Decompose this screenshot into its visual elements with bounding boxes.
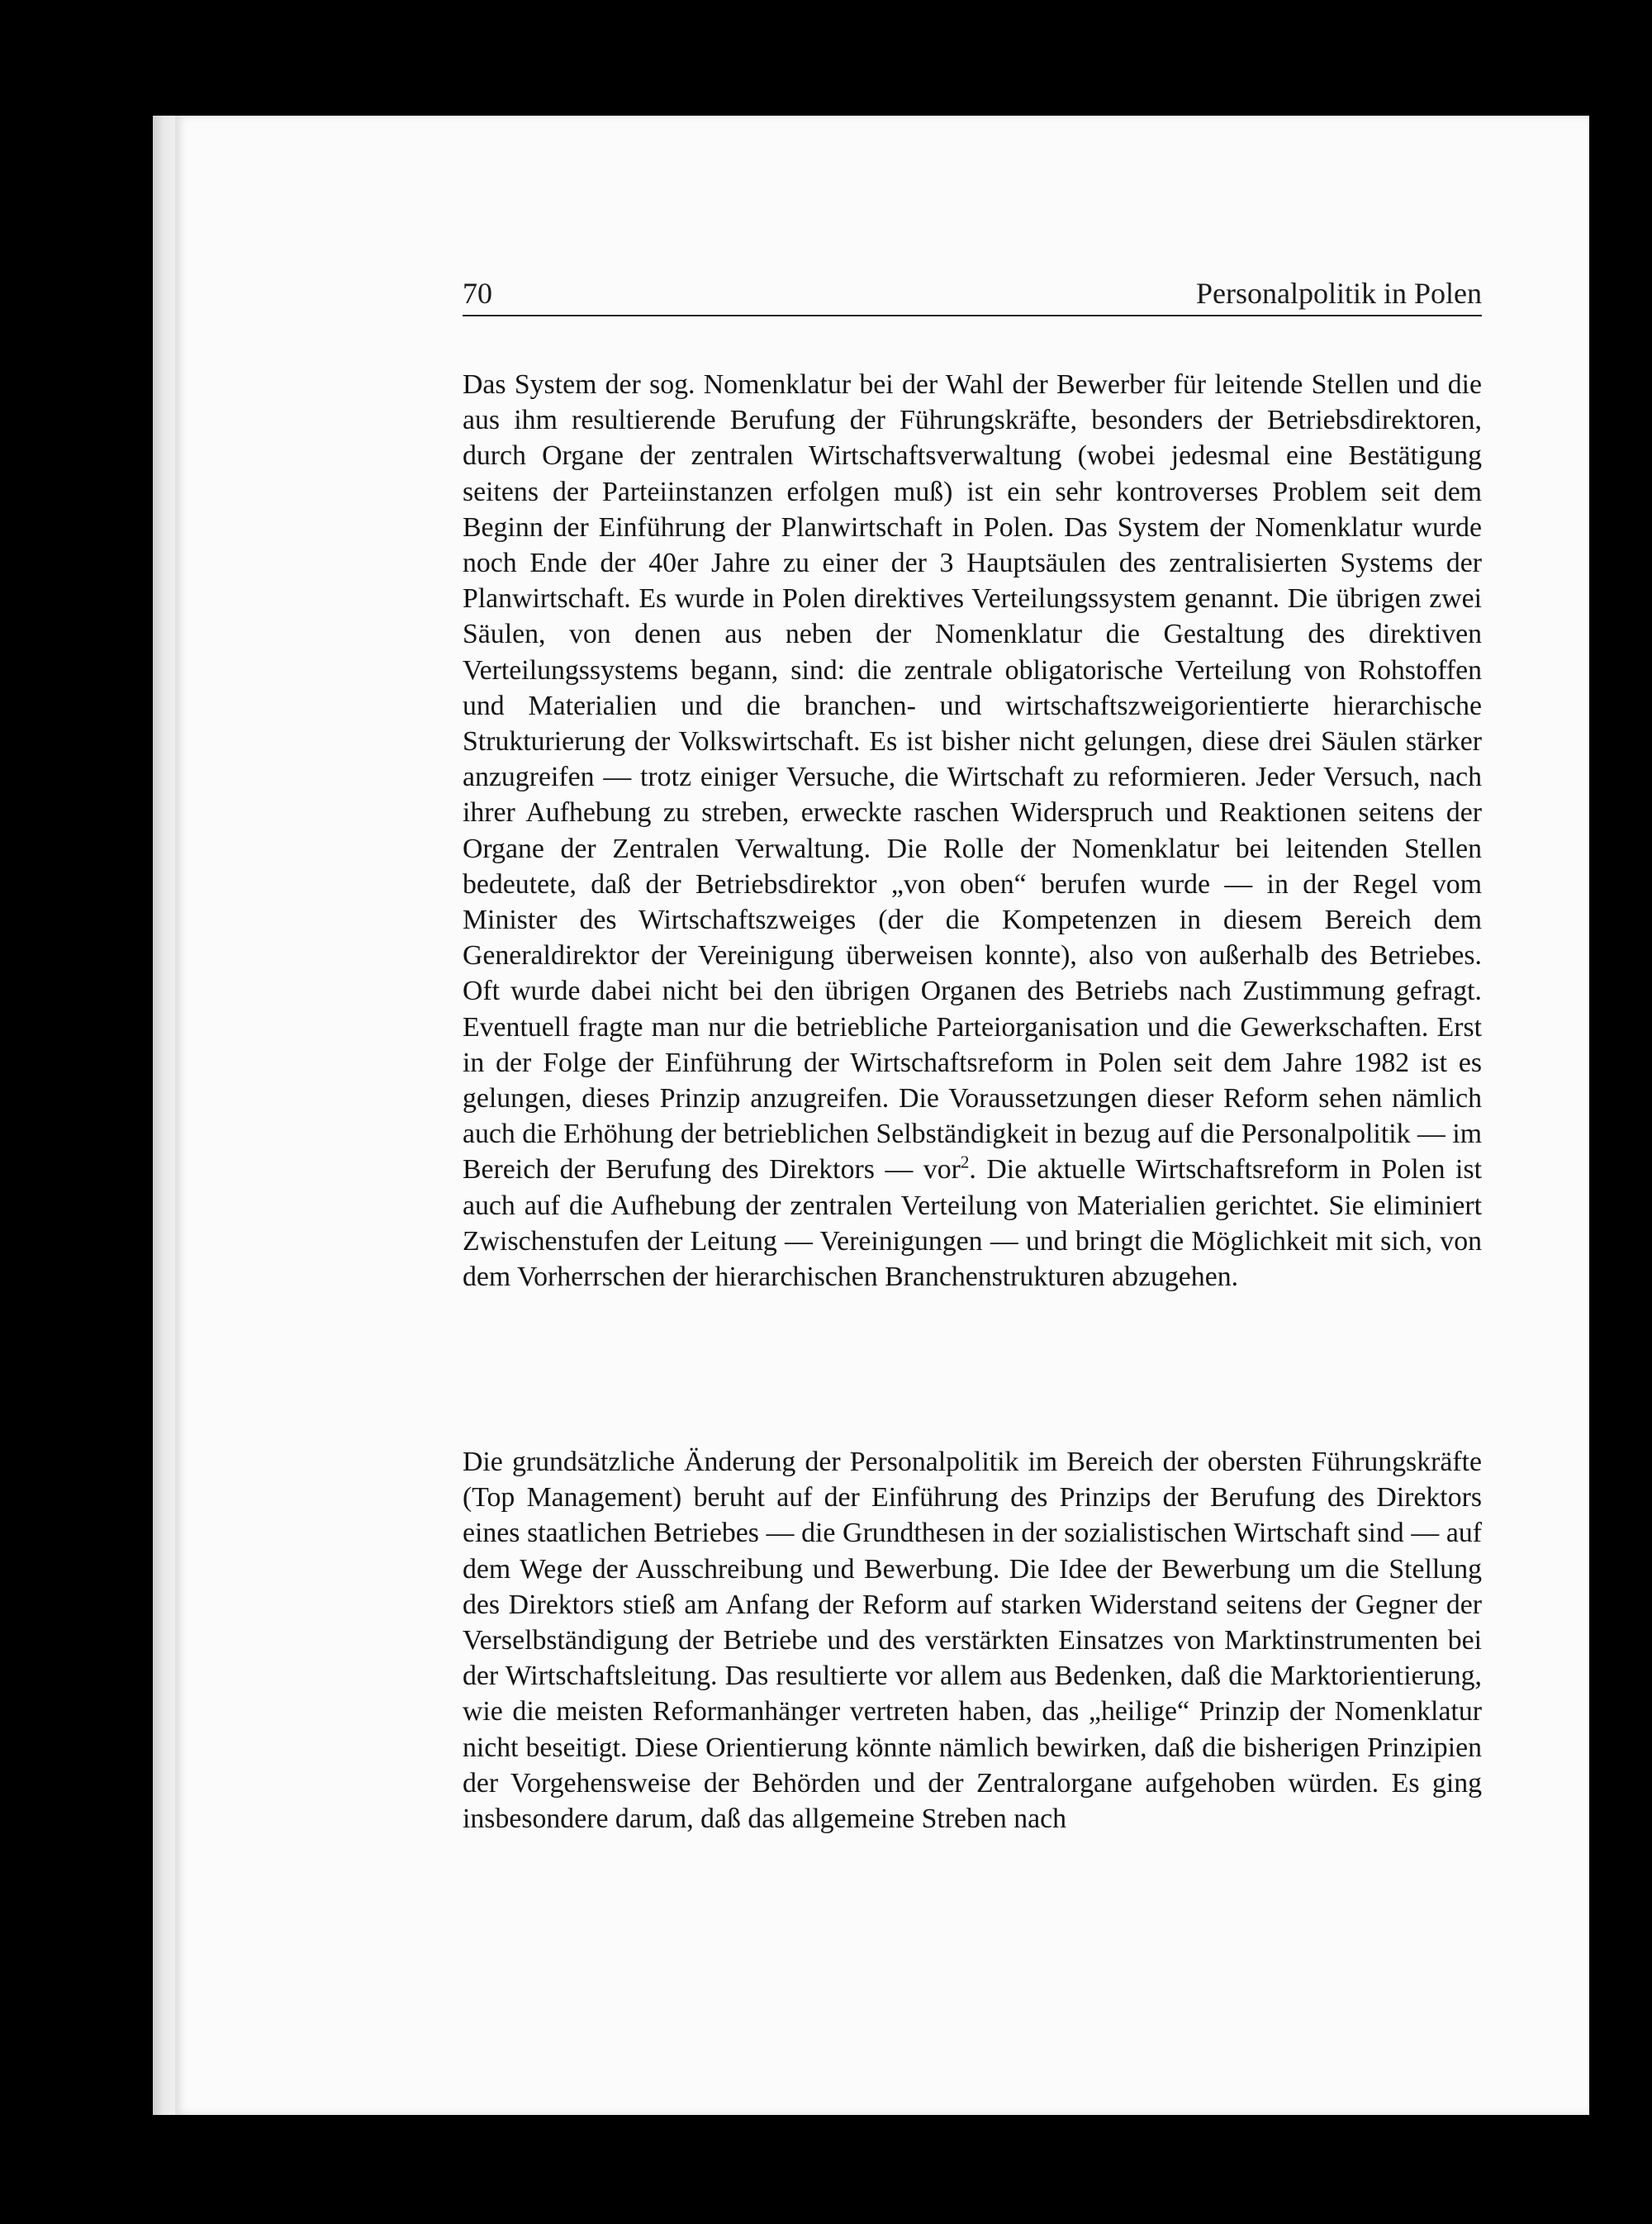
- header-rule: [463, 315, 1482, 316]
- paragraph-1: [463, 367, 1482, 1295]
- page-number: 70: [463, 277, 492, 310]
- running-title: Personalpolitik in Polen: [1196, 277, 1482, 310]
- page-header: [463, 263, 1482, 311]
- paragraph-2: Die grundsätzliche Änderung der Personalpolitik im Bereich der obersten Führungskräfte (Top Management) beruht auf der Einführung des Prinzips der Berufung des Direktors eines staatlichen Betriebes — die Grundthesen in der sozialistischen Wirtschaft sind — auf dem Wege der Ausschreibung und Bewerbung. Die Idee der Bewerbung um die Stellung des Direktors stieß am Anfang der Reform auf starken Widerstand seitens der Gegner der Verselbständigung der Betriebe und des verstärkten Einsatzes von Marktinstrumenten bei der Wirtschaftsleitung. Das resultierte vor allem aus Bedenken, daß die Marktorientierung, wie die meisten Reformanhänger vertreten haben, das „heilige“ Prinzip der Nomenklatur nicht beseitigt. Diese Orientierung könnte nämlich bewirken, daß die bisherigen Prinzipien der Vorgehensweise der Behörden und der Zentralorgane aufgehoben würden. Es ging insbesondere darum, daß das allgemeine Streben nach: [463, 1447, 1482, 1835]
- paragraph-1-text-continued: . Die aktuelle Wirtschaftsreform in Polen ist auch auf die Aufhebung der zentralen Verteilung von Materialien gerichtet. Sie eliminiert Zwischenstufen der Leitung — Vereinigungen — und bringt die Möglichkeit mit sich, von dem Vorherrschen der hierarchischen Branchenstrukturen abzugehen.: [463, 1154, 1482, 1293]
- footnote-marker[interactable]: 2: [960, 1152, 970, 1173]
- paragraph-1-text: Das System der sog. Nomenklatur bei der Wahl der Bewerber für leitende Stellen und die aus ihm resultierende Berufung der Führungskräfte, besonders der Betriebsdirektoren, durch Organe der zentralen Wirtschaftsverwaltung (wobei jedesmal eine Bestätigung seitens der Parteiinstanzen erfolgen muß) ist ein sehr kontroverses Problem seit dem Beginn der Einführung der Planwirtschaft in Polen. Das System der Nomenklatur wurde noch Ende der 40er Jahre zu einer der 3 Hauptsäulen des zentralisierten Systems der Planwirtschaft. Es wurde in Polen direktives Verteilungssystem genannt. Die übrigen zwei Säulen, von denen aus neben der Nomenklatur die Gestaltung des direktiven Verteilungssystems begann, sind: die zentrale obligatorische Verteilung von Rohstoffen und Materialien und die branchen- und wirtschaftszweigorientierte hierarchische Strukturierung der Volkswirtschaft. Es ist bisher nicht gelungen, diese drei Säulen stärker anzugreifen — trotz einiger Versuche, die Wirtschaft zu reformieren. Jeder Versuch, nach ihrer Aufhebung zu streben, erweckte raschen Widerspruch und Reaktionen seitens der Organe der Zentralen Verwaltung. Die Rolle der Nomenklatur bei leitenden Stellen bedeutete, daß der Betriebsdirektor „von oben“ berufen wurde — in der Regel vom Minister des Wirtschaftszweiges (der die Kompetenzen in diesem Bereich dem Generaldirektor der Vereinigung überweisen konnte), also von außerhalb des Betriebes. Oft wurde dabei nicht bei den übrigen Organen des Betriebs nach Zustimmung gefragt. Eventuell fragte man nur die betriebliche Parteiorganisation und die Gewerkschaften. Erst in der Folge der Einführung der Wirtschaftsreform in Polen seit dem Jahre 1982 ist es gelungen, dieses Prinzip anzugreifen. Die Voraussetzungen dieser Reform sehen nämlich auch die Erhöhung der betrieblichen Selbständigkeit in bezug auf die Personalpolitik — im Bereich der Berufung des Direktors — vor: [463, 369, 1482, 1186]
